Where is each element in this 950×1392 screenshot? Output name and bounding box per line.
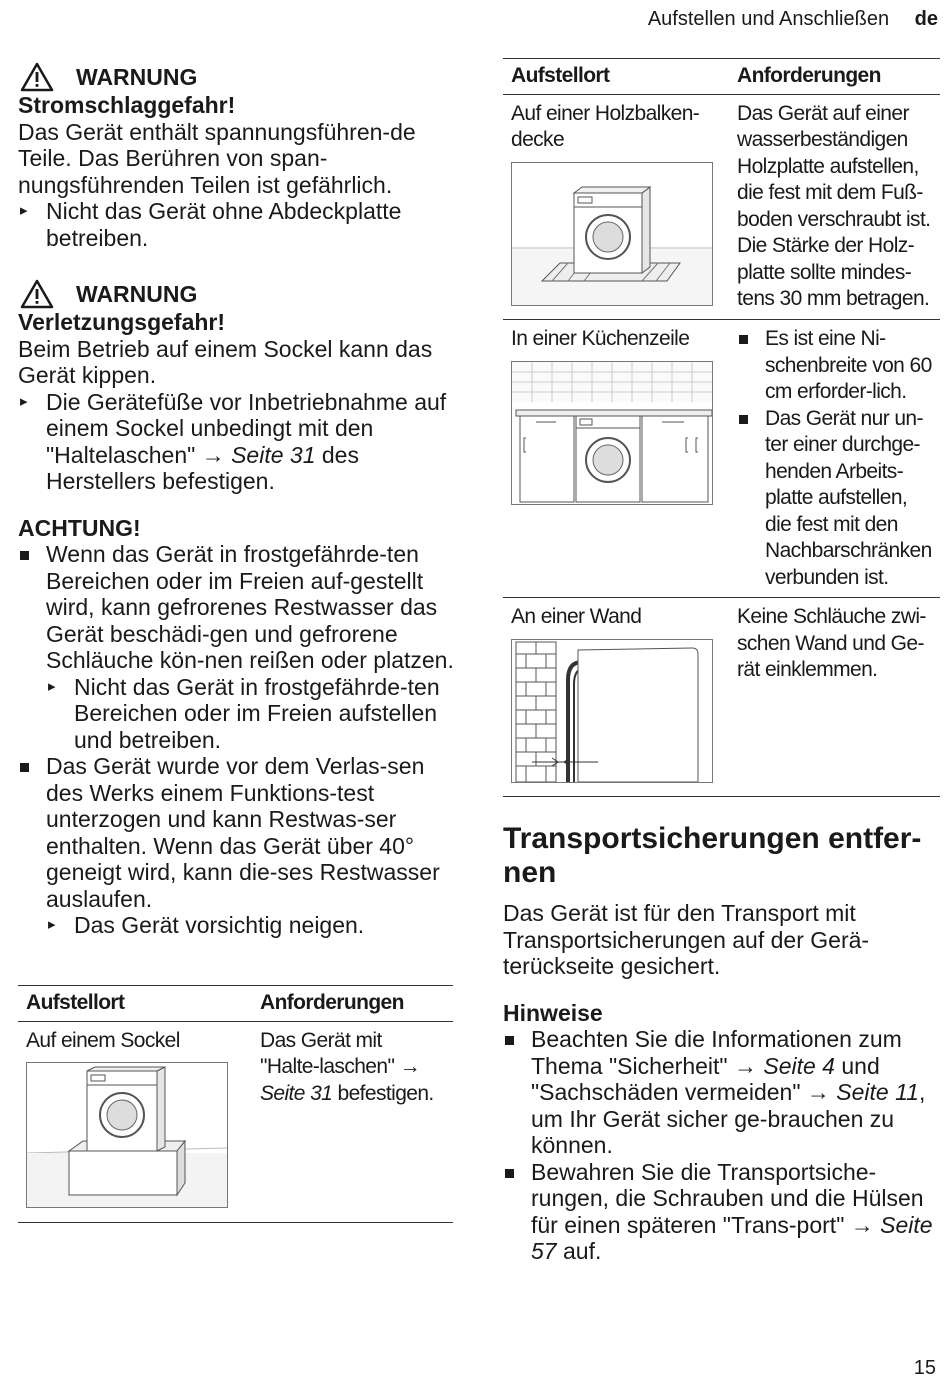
- page-reference[interactable]: Seite 4: [763, 1052, 835, 1079]
- place-label: Auf einer Holzbalken-decke: [511, 101, 700, 151]
- table-row: Auf einem Sockel Das Gerät mit "Halte-laschen" → Seite 31 befestigen.: [18, 1021, 453, 1222]
- installation-table-1: [18, 985, 453, 1223]
- bullet-arrow-icon: ▸: [48, 916, 56, 933]
- arrow-icon: →: [806, 1079, 830, 1105]
- note-item: Bewahren Sie die Transportsiche-rungen, die Schrauben und die Hülsen für einen späteren "Trans-port" → Seite 57 auf.: [503, 1159, 943, 1265]
- square-bullet-icon: [505, 1036, 514, 1045]
- warning-action: ▸ Die Gerätefüße vor Inbetriebnahme auf einem Sockel unbedingt mit den "Haltelaschen" → Seite 31 des Herstellers befestigen.: [20, 388, 447, 494]
- caution-item: Das Gerät wurde vor dem Verlas-sen des Werks einem Funktions-test unterzogen und kann Restwas-ser enthalten. Wenn das Gerät über 40° geneigt wird, kann die-ses Restwasser auslaufen.: [18, 753, 458, 912]
- table-row: [503, 598, 940, 797]
- caution-action: ▸ Nicht das Gerät in frostgefährde-ten Bereichen oder im Freien aufstellen und betreiben.: [48, 673, 440, 753]
- requirement-text: Keine Schläuche zwi-schen Wand und Ge-rät einklemmen.: [729, 598, 940, 797]
- warning-triangle-icon: [20, 279, 54, 309]
- square-bullet-icon: [739, 335, 748, 344]
- warning-heading-2: [18, 279, 458, 309]
- left-column: [18, 62, 458, 939]
- place-label: In einer Küchenzeile: [511, 327, 690, 350]
- section-title: Aufstellen und Anschließen: [647, 8, 890, 30]
- arrow-icon: →: [201, 441, 225, 468]
- language-code: de: [914, 8, 938, 30]
- page-reference[interactable]: Seite 31: [231, 441, 316, 468]
- warning-label: WARNUNG: [76, 280, 198, 307]
- note-item: Beachten Sie die Informationen zum Thema "Sicherheit" → Seite 4 und "Sachschäden vermeiden" → Seite 11, um Ihr Gerät sicher ge-brauchen zu können.: [503, 1026, 943, 1159]
- caution-action: ▸ Das Gerät vorsichtig neigen.: [48, 912, 365, 938]
- arrow-icon: →: [850, 1211, 874, 1238]
- warning-title: Verletzungsgefahr!: [18, 309, 226, 335]
- page-reference[interactable]: Seite 31: [260, 1081, 333, 1105]
- square-bullet-icon: [20, 763, 29, 772]
- page-reference[interactable]: Seite 11: [836, 1079, 919, 1105]
- caution-title: ACHTUNG!: [18, 514, 141, 541]
- bullet-arrow-icon: ▸: [20, 202, 28, 219]
- transport-section: [503, 822, 943, 1265]
- place-label: An einer Wand: [511, 605, 642, 628]
- washer-on-wooden-floor-illustration: [511, 162, 713, 306]
- washer-on-pedestal-illustration: [26, 1062, 228, 1208]
- arrow-icon: →: [399, 1055, 420, 1078]
- table-row: [503, 94, 940, 320]
- square-bullet-icon: [20, 551, 29, 560]
- square-bullet-icon: [739, 415, 748, 424]
- requirement-item: Das Gerät nur un-ter einer durchge-henden Arbeits-platte aufstellen, die fest mit den Nachbarschränken verbunden ist.: [737, 406, 932, 592]
- caution-item: Wenn das Gerät in frostgefährde-ten Bereichen oder im Freien auf-gestellt wird, kann gefrorenes Restwasser das Gerät beschädi-gen und gefrorene Schläuche kön-nen reißen oder platzen.: [18, 541, 458, 674]
- warning-action: ▸ Nicht das Gerät ohne Abdeckplatte betreiben.: [20, 198, 402, 251]
- table-row: [503, 320, 940, 598]
- washer-against-wall-illustration: [511, 639, 713, 783]
- column-header: Aufstellort: [18, 986, 252, 1022]
- section-heading: Transportsicherungen entfer-nen: [503, 822, 922, 889]
- warning-title: Stromschlaggefahr!: [18, 92, 236, 118]
- bullet-arrow-icon: ▸: [48, 677, 56, 695]
- requirement-text: Das Gerät auf einer wasserbeständigen Holzplatte aufstellen, die fest mit dem Fuß-boden verschraubt ist. Die Stärke der Holz-platte sollte mindes-tens 30 mm betragen.: [729, 94, 940, 320]
- page-header: [648, 8, 938, 31]
- warning-text: Beim Betrieb auf einem Sockel kann das Gerät kippen.: [18, 335, 433, 388]
- installation-table-2: [503, 58, 940, 797]
- section-text: Das Gerät ist für den Transport mit Transportsicherungen auf der Gerä-terückseite gesichert.: [503, 900, 870, 979]
- requirement-item: Es ist eine Ni-schenbreite von 60 cm erforder-lich.: [737, 326, 932, 406]
- warning-triangle-icon: [20, 62, 54, 92]
- washer-in-kitchen-illustration: [511, 361, 713, 505]
- square-bullet-icon: [505, 1169, 514, 1178]
- bullet-arrow-icon: ▸: [20, 392, 28, 410]
- arrow-icon: →: [733, 1052, 757, 1079]
- notes-title: Hinweise: [503, 999, 603, 1026]
- column-header: Anforderungen: [729, 59, 940, 95]
- warning-heading-1: [18, 62, 458, 92]
- page-number: 15: [913, 1357, 936, 1379]
- page-reference[interactable]: Seite 57: [531, 1211, 933, 1264]
- place-label: Auf einem Sockel: [26, 1028, 180, 1052]
- column-header: Aufstellort: [503, 59, 729, 95]
- warning-label: WARNUNG: [76, 63, 198, 90]
- column-header: Anforderungen: [252, 986, 453, 1022]
- warning-text: Das Gerät enthält spannungsführen-de Teile. Das Berühren von span-nungsführenden Teilen ist gefährlich.: [18, 118, 416, 198]
